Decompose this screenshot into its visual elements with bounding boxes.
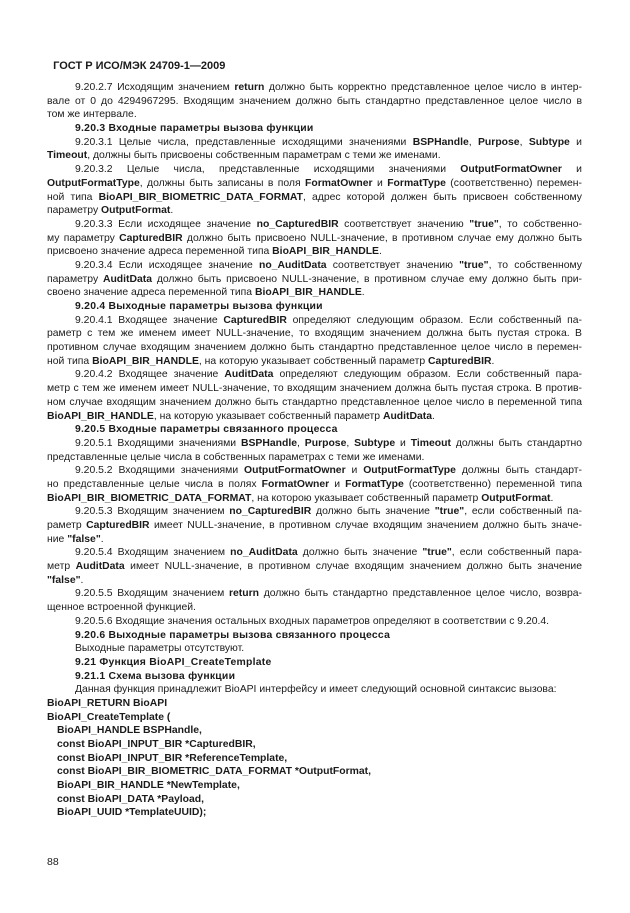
bold-term: "false" <box>47 574 81 586</box>
text-line <box>47 615 582 629</box>
bold-term: Purpose <box>478 136 520 148</box>
section-heading <box>47 670 582 684</box>
paragraph <box>47 218 582 259</box>
document-header <box>47 45 225 73</box>
text-run: . <box>432 410 435 422</box>
bold-term: OutputFormat <box>481 492 551 504</box>
section-heading <box>47 656 582 670</box>
bold-term: FormatType <box>387 177 446 189</box>
text-line <box>47 368 582 382</box>
bold-term: BioAPI_BIR_HANDLE <box>92 355 199 367</box>
text-line <box>47 136 582 150</box>
text-line <box>47 478 582 492</box>
text-line <box>47 505 582 519</box>
text-run: , на которою указывает собственный параметр <box>251 492 482 504</box>
bold-term: FormatType <box>345 478 404 490</box>
text-run: , <box>297 437 305 449</box>
bold-term: OutputFormat <box>101 205 171 217</box>
text-run: , <box>519 136 529 148</box>
text-run: должно быть значение <box>311 506 435 518</box>
text-line <box>47 601 582 615</box>
text-line <box>47 492 582 506</box>
bold-term: AuditData <box>75 561 125 573</box>
text-line <box>47 629 582 643</box>
line-content <box>57 738 256 752</box>
line-content <box>47 327 582 341</box>
line-content <box>47 108 137 122</box>
text-line <box>47 81 582 95</box>
line-content <box>47 232 582 246</box>
text-run: 9.20.4.2 Входящее значение <box>75 369 225 381</box>
text-line <box>47 95 582 109</box>
text-run: , <box>346 437 355 449</box>
line-content <box>47 560 582 574</box>
line-content <box>75 464 582 478</box>
text-line <box>47 738 582 752</box>
text-line <box>47 724 582 738</box>
line-content <box>47 149 441 163</box>
text-run: и <box>372 177 388 189</box>
text-run: и <box>569 136 582 148</box>
paragraph <box>47 81 582 122</box>
text-run: , если собственный пара- <box>451 547 582 559</box>
bold-term: no_CapturedBIR <box>256 218 339 230</box>
line-content <box>75 314 582 328</box>
text-run: должно быть значение <box>297 547 423 559</box>
line-content <box>47 574 83 588</box>
text-run: ной типа <box>47 191 99 203</box>
text-run: ном случае входящим значением должно быть стандартно представленное целое число в переменной типа <box>47 396 582 408</box>
text-line <box>47 546 582 560</box>
text-line <box>47 300 582 314</box>
line-content <box>75 81 582 95</box>
text-line <box>47 533 582 547</box>
line-content <box>47 191 582 205</box>
text-run: (соответственно) перемен- <box>445 177 582 189</box>
paragraph <box>47 437 582 464</box>
line-content <box>47 341 582 355</box>
bold-term: AuditData <box>224 369 274 381</box>
section-heading <box>47 629 582 643</box>
text-line <box>47 464 582 478</box>
paragraph <box>47 259 582 300</box>
bold-term: 9.20.4 Выходные параметры вызова функции <box>75 301 323 312</box>
text-run: . <box>170 205 174 217</box>
bold-term: 9.20.3 Входные параметры вызова функции <box>75 123 314 135</box>
text-line <box>47 410 582 424</box>
text-line <box>47 341 582 355</box>
text-line <box>47 683 582 697</box>
section-heading <box>47 423 582 437</box>
text-line <box>47 232 582 246</box>
text-line <box>47 642 582 656</box>
line-content <box>47 204 173 218</box>
text-line <box>47 108 582 122</box>
bold-term: BioAPI_BIR_HANDLE <box>254 287 362 299</box>
text-run: и <box>329 478 346 490</box>
text-line <box>47 574 582 588</box>
text-line <box>47 163 582 177</box>
line-content <box>75 546 582 560</box>
text-run: метр <box>47 561 76 573</box>
text-line <box>47 177 582 191</box>
text-run: Выходные параметры отсутствуют. <box>75 643 245 655</box>
line-content <box>47 95 582 109</box>
bold-term: 9.20.6 Выходные параметры вызова связанного процесса <box>75 629 391 641</box>
bold-term: BioAPI_RETURN BioAPI <box>47 697 168 709</box>
text-run: . <box>80 574 84 586</box>
bold-term: BioAPI_BIR_HANDLE <box>272 246 379 258</box>
text-run: вале от 0 до 4294967295. Входящим значением должно быть стандартно представленное целое число в <box>47 95 582 107</box>
bold-term: const BioAPI_INPUT_BIR *CapturedBIR, <box>57 739 256 750</box>
line-content <box>47 519 582 533</box>
line-content <box>47 286 365 300</box>
line-content <box>47 601 196 615</box>
line-content <box>47 177 582 191</box>
bold-term: CapturedBIR <box>119 232 183 244</box>
bold-term: Subtype <box>354 437 396 449</box>
text-run: , то собственно- <box>498 218 583 230</box>
bold-term: OutputFormatType <box>47 177 140 189</box>
text-line <box>47 327 582 341</box>
text-run: соответствует значению <box>326 259 460 271</box>
text-run: , <box>468 136 478 148</box>
line-content <box>47 396 582 410</box>
text-line <box>47 149 582 163</box>
line-content <box>47 355 494 369</box>
text-run: 9.20.5.5 Входящим значением <box>75 588 229 600</box>
text-run: метр с тем же именем имеет NULL-значение, то входящим значением должна быть пустая строка. В против- <box>47 383 582 395</box>
text-run: 9.20.5.3 Входящим значением <box>75 506 230 518</box>
text-line <box>47 793 582 807</box>
bold-term: CapturedBIR <box>223 314 287 326</box>
text-line <box>47 560 582 574</box>
line-content <box>75 136 582 150</box>
text-run: противном случае входящим значением должно быть стандартно представленное целое число в перемен- <box>47 342 582 354</box>
line-content <box>47 410 435 424</box>
text-run: параметру <box>47 205 102 217</box>
line-content <box>75 683 557 697</box>
text-run: должно быть корректно представленное целое число в интер- <box>264 82 582 93</box>
text-line <box>47 204 582 218</box>
bold-term: BSPHandle <box>412 136 469 148</box>
paragraph <box>47 464 582 505</box>
line-content <box>47 382 582 396</box>
line-content <box>57 806 206 820</box>
line-content <box>75 300 323 314</box>
text-run: параметру <box>47 273 103 285</box>
line-content <box>75 587 582 601</box>
bold-term: const BioAPI_DATA *Payload, <box>57 793 205 805</box>
text-run: должно быть присвоено NULL-значение, в противном случае ему должно быть при- <box>152 273 583 285</box>
bold-term: 9.21.1 Схема вызова функции <box>75 670 236 682</box>
line-content <box>57 752 287 766</box>
paragraph <box>47 587 582 614</box>
text-line <box>47 355 582 369</box>
bold-term: "true" <box>434 506 465 518</box>
bold-term: no_CapturedBIR <box>229 506 312 518</box>
text-run: определяют следующим образом. Если собственный пара- <box>273 369 582 381</box>
text-line <box>47 765 582 779</box>
line-content <box>75 122 314 136</box>
bold-term: CapturedBIR <box>86 520 150 531</box>
text-line <box>47 314 582 328</box>
text-run: 9.20.5.4 Входящим значением <box>75 547 231 559</box>
document-body <box>47 81 582 820</box>
bold-term: return <box>234 82 265 93</box>
text-run: должны быть стандарт- <box>455 465 582 477</box>
text-run: имеет NULL-значение, в противном случае входящим значением должно быть значение <box>124 561 582 573</box>
line-content <box>47 245 382 259</box>
bold-term: FormatOwner <box>305 177 373 189</box>
section-heading <box>47 122 582 136</box>
text-run: . <box>100 533 104 545</box>
text-run: 9.20.5.6 Входящие значения остальных входных параметров определяют в соответствии с 9.20.4. <box>75 615 550 627</box>
bold-term: Purpose <box>304 437 347 449</box>
text-line <box>47 396 582 410</box>
text-run: , на которую указывает собственный параметр <box>153 410 383 422</box>
text-run: 9.20.5.1 Входящими значениями <box>75 437 241 449</box>
text-run: , если собственный па- <box>464 506 582 518</box>
page-number: 88 <box>47 856 59 868</box>
code-parameters <box>47 724 582 820</box>
bold-term: Subtype <box>528 136 570 148</box>
code-signature <box>47 697 582 724</box>
paragraph <box>47 136 582 163</box>
text-line <box>47 423 582 437</box>
bold-term: BioAPI_CreateTemplate ( <box>47 711 171 723</box>
text-run: , должны быть записаны в поля <box>139 177 306 189</box>
line-content <box>75 259 582 273</box>
text-run: и <box>561 164 582 176</box>
text-run: 9.20.3.4 Если исходящее значение <box>75 259 260 271</box>
text-run: ной типа <box>47 355 93 367</box>
line-content <box>75 629 390 643</box>
text-line <box>47 670 582 684</box>
text-line <box>47 273 582 287</box>
text-line <box>47 656 582 670</box>
text-run: (соответственно) переменной типа <box>403 478 583 490</box>
text-line <box>47 382 582 396</box>
text-line <box>47 191 582 205</box>
bold-term: AuditData <box>102 273 153 285</box>
text-line <box>47 519 582 533</box>
text-run: . <box>550 492 554 504</box>
line-content <box>47 451 424 465</box>
text-run: Данная функция принадлежит BioAPI интерфейсу и имеет следующий основной синтаксис вызова: <box>75 684 557 696</box>
text-run: должны быть стандартно <box>450 437 583 449</box>
text-line <box>47 752 582 766</box>
line-content <box>47 273 582 287</box>
text-run: 9.20.5.2 Входящими значениями <box>75 465 245 477</box>
line-content <box>47 711 170 725</box>
line-content <box>57 765 371 779</box>
line-content <box>47 697 167 711</box>
bold-term: "true" <box>422 547 452 559</box>
bold-term: 9.21 Функция BioAPI_CreateTemplate <box>75 656 272 668</box>
bold-term: CapturedBIR <box>428 355 492 367</box>
text-line <box>47 286 582 300</box>
bold-term: BioAPI_BIR_BIOMETRIC_DATA_FORMAT <box>98 191 303 203</box>
text-run: должно быть присвоено NULL-значение, в противном случае ему должно быть <box>182 232 582 244</box>
paragraph <box>47 683 582 697</box>
line-content <box>57 779 240 793</box>
text-run: соответствует значению <box>338 218 470 230</box>
text-line <box>47 259 582 273</box>
text-run: присвоено значение адреса переменной типа <box>47 246 273 258</box>
bold-term: const BioAPI_INPUT_BIR *ReferenceTemplate, <box>57 752 288 764</box>
text-line <box>47 697 582 711</box>
line-content <box>75 505 582 519</box>
bold-term: Timeout <box>410 437 451 449</box>
line-content <box>47 533 104 547</box>
bold-term: 9.20.5 Входные параметры связанного процесса <box>75 424 338 436</box>
bold-term: "true" <box>469 218 499 230</box>
paragraph <box>47 505 582 546</box>
line-content <box>75 642 244 656</box>
line-content <box>75 368 582 382</box>
text-line <box>47 218 582 232</box>
text-run: но представленные целые числа в полях <box>47 478 262 490</box>
text-run: определяют следующим образом. Если собственный па- <box>286 314 583 326</box>
bold-term: const BioAPI_BIR_BIOMETRIC_DATA_FORMAT *OutputFormat, <box>57 766 372 778</box>
line-content <box>75 670 235 684</box>
bold-term: BioAPI_BIR_HANDLE *NewTemplate, <box>57 780 240 792</box>
line-content <box>75 615 549 629</box>
text-run: . <box>491 355 495 367</box>
text-run: 9.20.2.7 Исходящим значением <box>75 82 235 93</box>
text-run: раметр <box>47 520 87 531</box>
text-run: должно быть стандартно представленное целое число, возвра- <box>259 588 582 600</box>
text-run: . <box>378 246 382 258</box>
text-line <box>47 806 582 820</box>
paragraph <box>47 642 582 656</box>
bold-term: BioAPI_BIR_HANDLE <box>47 410 154 422</box>
line-content <box>57 724 202 738</box>
text-line <box>47 711 582 725</box>
text-run: , то собственному <box>488 259 582 271</box>
text-run: своено значение адреса переменной типа <box>47 287 255 299</box>
text-run: представленные целые числа в собственных параметрах с теми же именами. <box>47 451 425 463</box>
paragraph <box>47 314 582 369</box>
line-content <box>75 218 582 232</box>
bold-term: BSPHandle <box>241 437 298 449</box>
text-line <box>47 587 582 601</box>
bold-term: "true" <box>459 259 489 271</box>
line-content <box>75 423 338 437</box>
text-run: том же интервале. <box>47 109 137 121</box>
bold-term: "false" <box>67 533 101 545</box>
bold-term: AuditData <box>382 410 433 422</box>
text-run: 9.20.3.1 Целые числа, представленные исходящими значениями <box>75 136 413 148</box>
paragraph <box>47 546 582 587</box>
text-line <box>47 779 582 793</box>
section-heading <box>47 300 582 314</box>
bold-term: no_AuditData <box>230 547 298 559</box>
bold-term: OutputFormatOwner <box>460 164 562 176</box>
text-run: 9.20.3.2 Целые числа, представленные исходящими значениями <box>75 164 461 176</box>
text-line <box>47 451 582 465</box>
paragraph <box>47 163 582 218</box>
bold-term: FormatOwner <box>261 478 330 490</box>
bold-term: BioAPI_BIR_BIOMETRIC_DATA_FORMAT <box>47 492 252 504</box>
text-run: 9.20.3.3 Если исходящее значение <box>75 218 257 230</box>
line-content <box>75 163 582 177</box>
text-line <box>47 437 582 451</box>
text-run: , должны быть присвоены собственным параметрам с теми же именами. <box>87 150 441 162</box>
line-content <box>75 437 582 451</box>
text-run: , адрес которой должен быть присвоен собственному <box>302 191 582 203</box>
line-content <box>75 656 272 670</box>
text-line <box>47 122 582 136</box>
bold-term: return <box>228 588 259 600</box>
text-run: и <box>345 465 364 477</box>
bold-term: no_AuditData <box>259 259 327 271</box>
bold-term: OutputFormatOwner <box>244 465 346 477</box>
line-content <box>47 478 582 492</box>
bold-term: BioAPI_UUID *TemplateUUID); <box>57 807 207 819</box>
text-line <box>47 245 582 259</box>
text-run: ние <box>47 533 68 545</box>
text-run: имеет NULL-значение, в противном случае входящим значением должно быть значе- <box>149 520 582 531</box>
paragraph <box>47 615 582 629</box>
text-run: и <box>395 437 411 449</box>
text-run: раметр с тем же именем имеет NULL-значение, то входящим значением должна быть пустая строка. В <box>47 328 582 340</box>
paragraph <box>47 368 582 423</box>
standard-designation: ГОСТ Р ИСО/МЭК 24709-1—2009 <box>53 60 226 72</box>
line-content <box>57 793 204 807</box>
bold-term: BioAPI_HANDLE BSPHandle, <box>57 725 202 737</box>
text-run: , на которую указывает собственный параметр <box>198 355 429 367</box>
text-run: щенное встроенной функцией. <box>47 602 196 614</box>
bold-term: Timeout <box>47 150 88 162</box>
text-run: му параметру <box>47 232 120 244</box>
line-content <box>47 492 553 506</box>
bold-term: OutputFormatType <box>363 465 456 477</box>
text-run: 9.20.4.1 Входящее значение <box>75 314 224 326</box>
text-run: . <box>361 287 365 299</box>
